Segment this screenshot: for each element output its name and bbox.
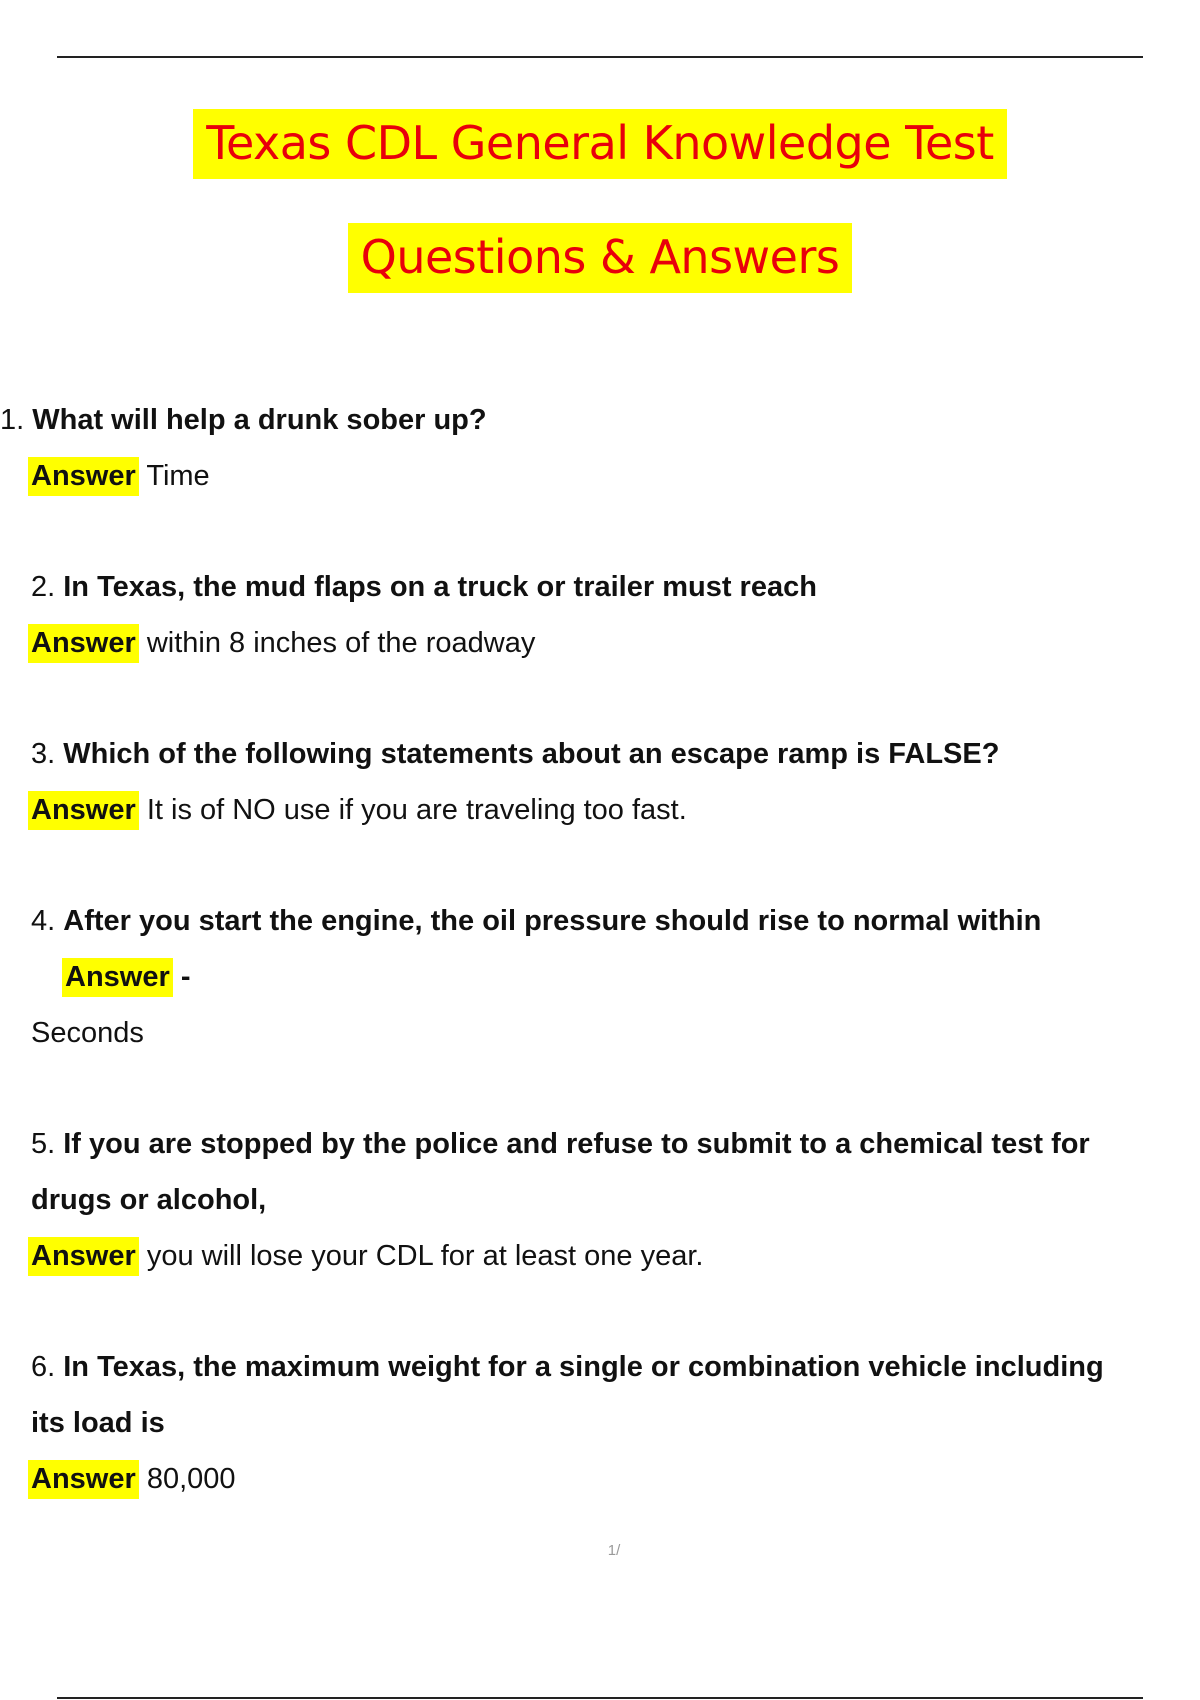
question-number: 5. xyxy=(31,1128,56,1160)
question-6-line-1 xyxy=(31,1353,1104,1382)
question-6-line-2 xyxy=(31,1409,165,1438)
top-rule xyxy=(57,56,1143,58)
question-number: 2. xyxy=(31,571,56,603)
question-2-line xyxy=(31,573,817,602)
answer-1-line xyxy=(31,462,210,491)
question-number: 1. xyxy=(0,404,25,436)
answer-label: Answer xyxy=(28,457,139,496)
answer-label: Answer xyxy=(28,1460,139,1499)
question-number: 3. xyxy=(31,738,56,770)
answer-text: 80,000 xyxy=(146,1463,236,1495)
question-text: Which of the following statements about an escape ramp is FALSE? xyxy=(63,738,1000,770)
answer-2-line xyxy=(31,629,535,658)
title-line-1-text: Texas CDL General Knowledge Test xyxy=(193,109,1007,179)
answer-4-label-line xyxy=(65,963,191,992)
page-number: 1/ xyxy=(607,1542,621,1559)
question-4-line xyxy=(31,907,1041,936)
bottom-rule xyxy=(57,1697,1143,1699)
answer-text: Seconds xyxy=(31,1017,144,1049)
question-1-line xyxy=(0,406,487,435)
question-text-continued: drugs or alcohol, xyxy=(31,1184,267,1216)
question-text: After you start the engine, the oil pressure should rise to normal within xyxy=(63,905,1042,937)
question-text-continued: its load is xyxy=(31,1407,165,1439)
question-text: If you are stopped by the police and refuse to submit to a chemical test for xyxy=(63,1128,1090,1160)
question-text: In Texas, the maximum weight for a single or combination vehicle including xyxy=(63,1351,1104,1383)
document-title-line-2 xyxy=(0,223,1200,293)
answer-4-line xyxy=(31,1019,144,1048)
answer-text: It is of NO use if you are traveling too fast. xyxy=(146,794,687,826)
question-5-line-2 xyxy=(31,1186,266,1215)
question-3-line xyxy=(31,740,999,769)
question-text: What will help a drunk sober up? xyxy=(32,404,487,436)
answer-text: within 8 inches of the roadway xyxy=(146,627,536,659)
answer-5-line xyxy=(31,1242,703,1271)
question-5-line-1 xyxy=(31,1130,1090,1159)
question-number: 4. xyxy=(31,905,56,937)
question-number: 6. xyxy=(31,1351,56,1383)
answer-3-line xyxy=(31,796,687,825)
answer-label: Answer xyxy=(28,624,139,663)
document-title-line-1 xyxy=(0,109,1200,179)
answer-label: Answer xyxy=(28,791,139,830)
answer-text: you will lose your CDL for at least one year. xyxy=(146,1240,704,1272)
answer-text: Time xyxy=(146,460,210,492)
title-line-2-text: Questions & Answers xyxy=(348,223,853,293)
answer-label: Answer xyxy=(62,958,173,997)
question-text: In Texas, the mud flaps on a truck or trailer must reach xyxy=(63,571,817,603)
answer-label: Answer xyxy=(28,1237,139,1276)
answer-dash: - xyxy=(180,961,191,993)
answer-6-line xyxy=(31,1465,236,1494)
